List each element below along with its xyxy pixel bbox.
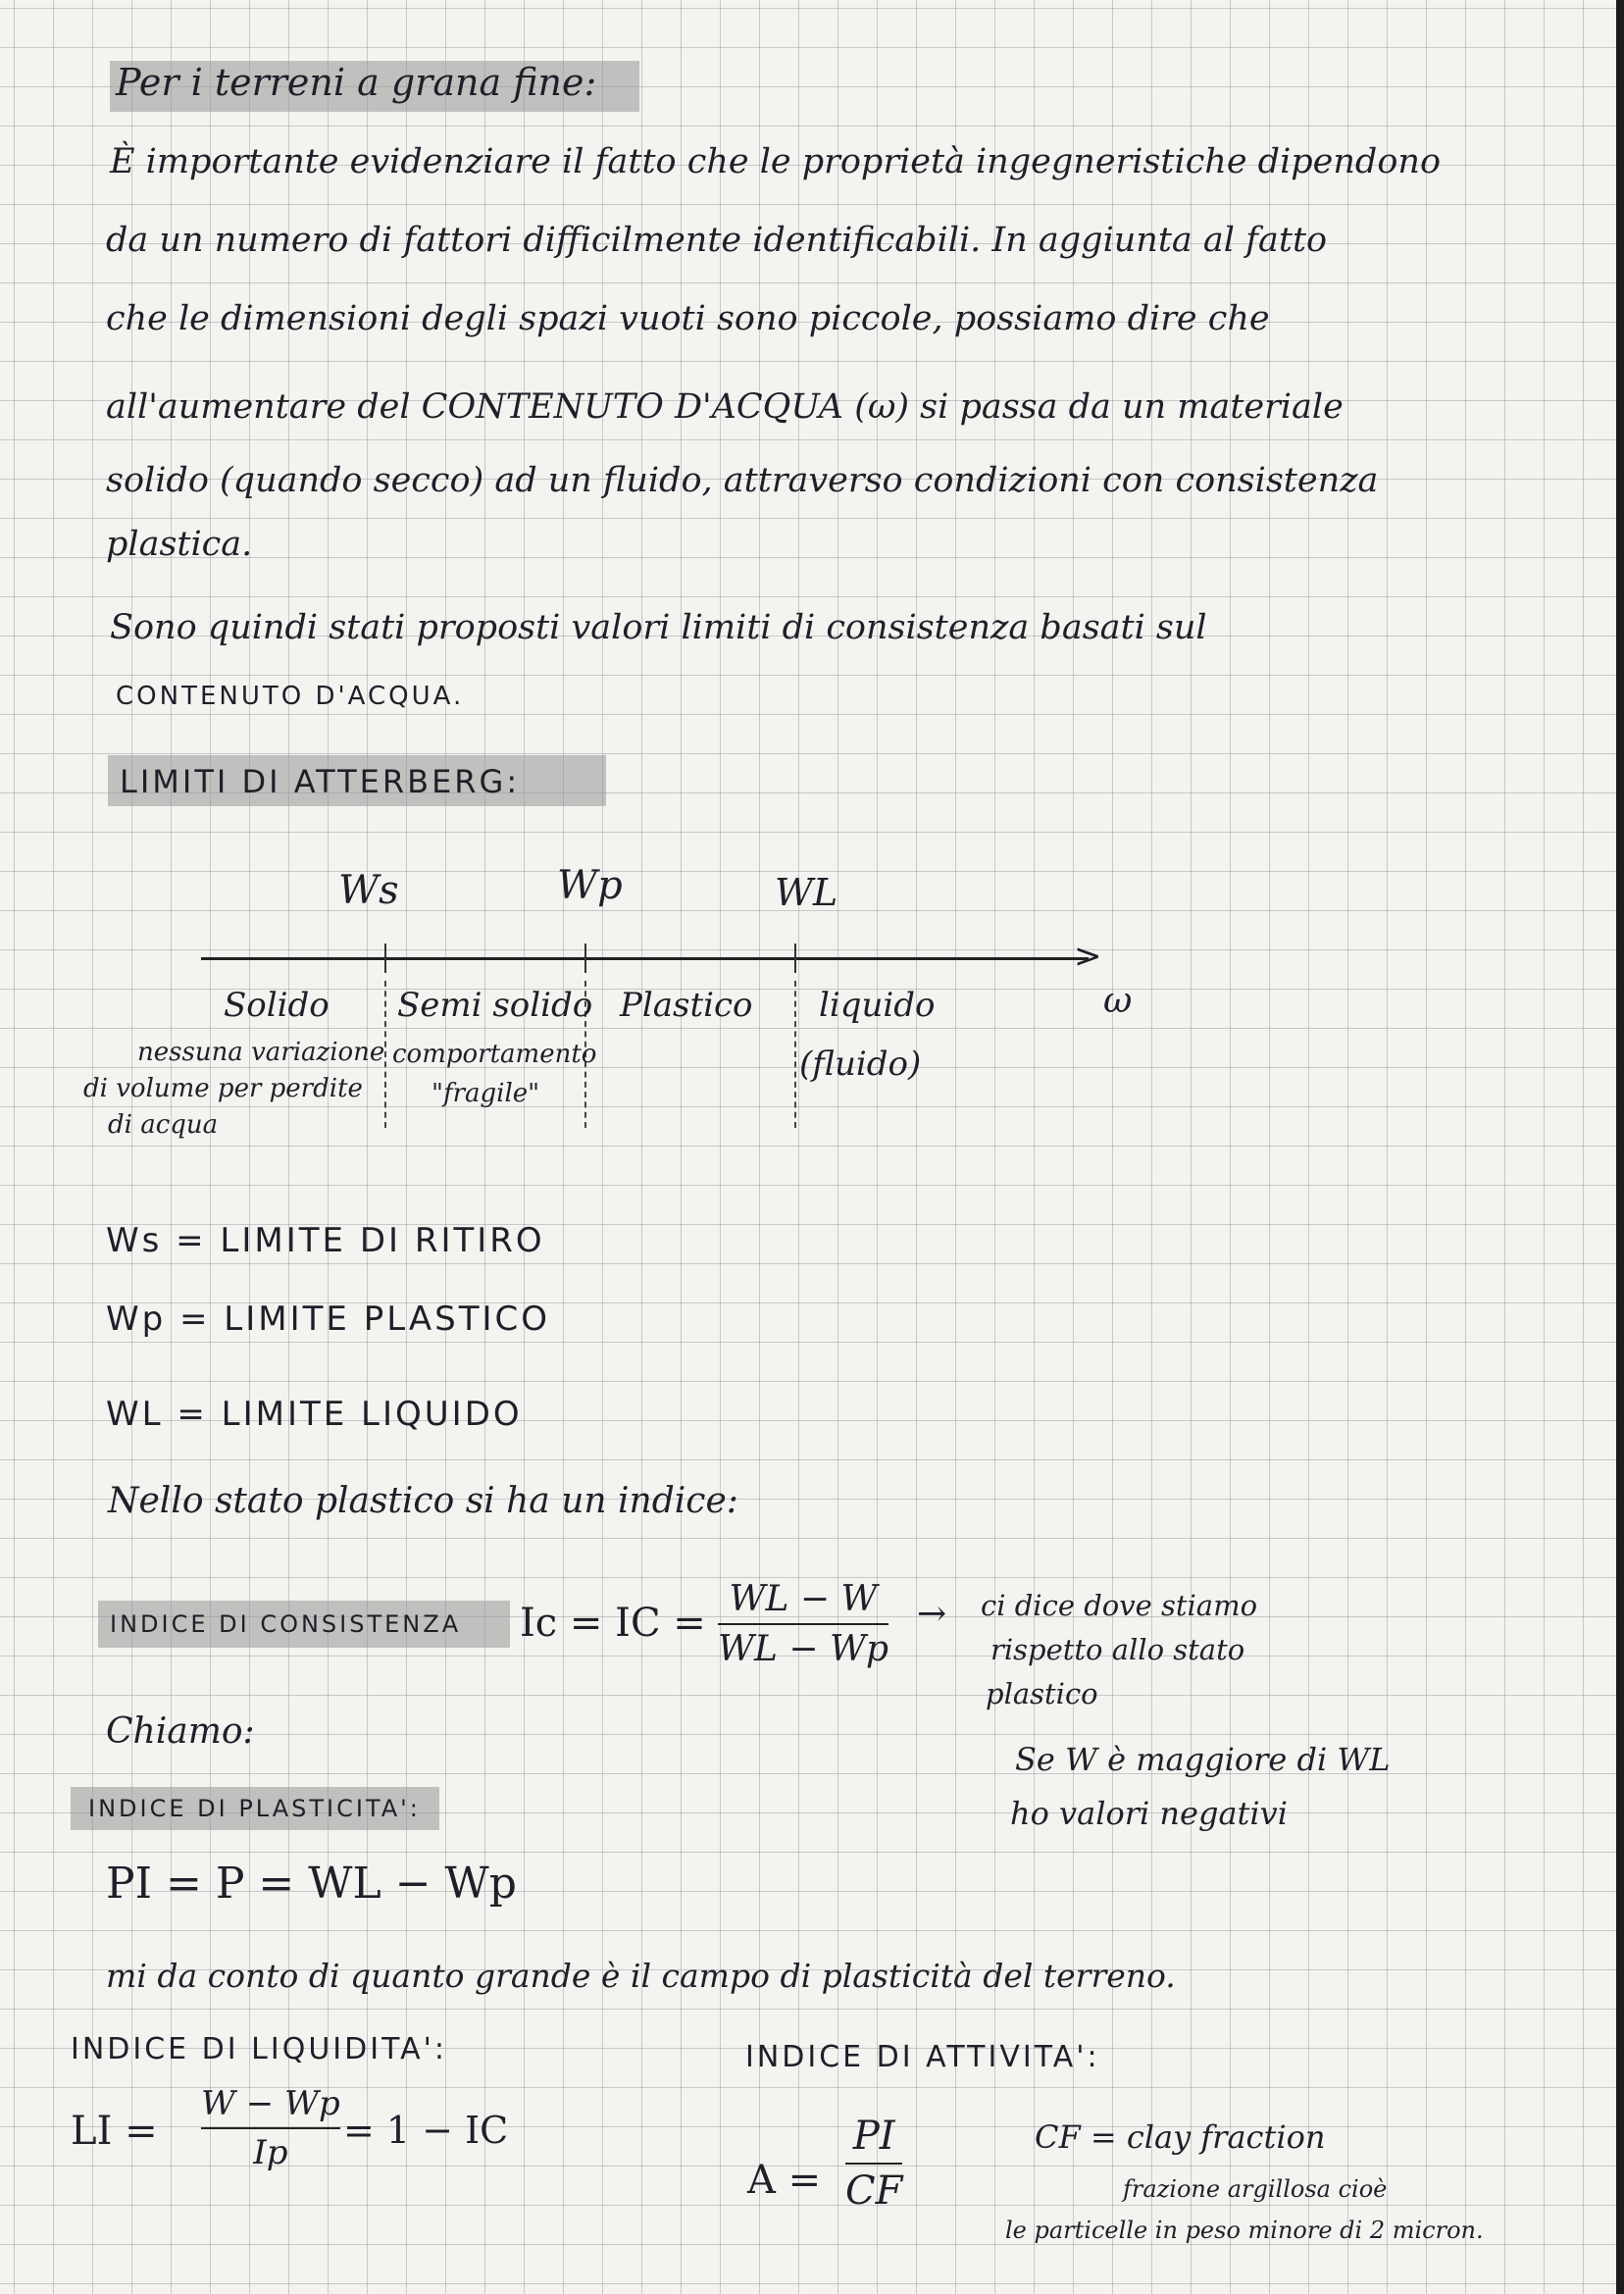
- page-edge: [1616, 0, 1624, 2294]
- semisolid-note-line: "fragile": [431, 1079, 540, 1108]
- axis-arrow-head: >: [1074, 937, 1102, 976]
- fraction-bar: [718, 1623, 888, 1625]
- liquidity-numerator: W − Wp: [201, 2084, 340, 2123]
- intro-line: all'aumentare del CONTENUTO D'ACQUA (ω) si passa da un materiale: [106, 387, 1344, 427]
- consistency-note2-line: Se W è maggiore di WL: [1015, 1741, 1391, 1778]
- activity-note-line: le particelle in peso minore di 2 micron.: [1005, 2217, 1484, 2244]
- water-content-axis: [201, 957, 1089, 960]
- state-semisolido: Semi solido: [397, 986, 593, 1025]
- intro-line: da un numero di fattori difficilmente identificabili. In aggiunta al fatto: [106, 221, 1328, 260]
- state-solido: Solido: [224, 986, 330, 1025]
- fraction-bar: [201, 2127, 340, 2129]
- limit-wp: Wp: [557, 863, 623, 908]
- limit-wl: WL: [775, 871, 838, 914]
- consistency-note-line: plastico: [986, 1677, 1098, 1710]
- consistency-lhs: Ic = IC =: [520, 1601, 706, 1646]
- consistency-note2-line: ho valori negativi: [1010, 1795, 1288, 1832]
- liquidity-fraction: [201, 2084, 340, 2172]
- semisolid-note-line: comportamento: [392, 1040, 597, 1069]
- solid-note-line: di acqua: [108, 1110, 219, 1140]
- state-plastico: Plastico: [620, 986, 753, 1025]
- intro-line: Sono quindi stati proposti valori limiti di consistenza basati sul: [110, 608, 1207, 647]
- activity-note-line: CF = clay fraction: [1035, 2118, 1326, 2156]
- liquidity-rhs: = 1 − IC: [343, 2109, 509, 2152]
- intro-line: plastica.: [106, 525, 253, 564]
- heading-fine: Per i terreni a grana fine:: [116, 61, 597, 104]
- divider-wl: [794, 981, 796, 1128]
- solid-note-line: di volume per perdite: [83, 1074, 363, 1103]
- plasticity-description: mi da conto di quanto grande è il campo di plasticità del terreno.: [106, 1957, 1176, 1995]
- consistency-note-line: ci dice dove stiamo: [981, 1589, 1258, 1622]
- activity-note-line: frazione argillosa cioè: [1123, 2175, 1388, 2203]
- intro-line: È importante evidenziare il fatto che le proprietà ingegneristiche dipendono: [110, 142, 1442, 181]
- intro-line: CONTENUTO D'ACQUA.: [116, 682, 465, 711]
- intro-line: solido (quando secco) ad un fluido, attraverso condizioni con consistenza: [106, 461, 1379, 500]
- plastic-state-intro: Nello stato plastico si ha un indice:: [108, 1481, 738, 1521]
- state-liquido: liquido: [819, 986, 936, 1025]
- consistency-note-line: rispetto allo stato: [990, 1633, 1245, 1666]
- limit-ws: Ws: [338, 868, 399, 913]
- activity-numerator: PI: [852, 2114, 895, 2159]
- activity-lhs: A =: [747, 2158, 822, 2203]
- tick-wl: [794, 943, 796, 973]
- plasticity-formula: PI = P = WL − Wp: [106, 1859, 517, 1909]
- consistency-label: INDICE DI CONSISTENZA: [110, 1610, 462, 1638]
- activity-fraction: [845, 2114, 902, 2214]
- consistency-fraction: [718, 1579, 888, 1669]
- axis-label-omega: ω: [1103, 981, 1133, 1021]
- state-liquido-note: (fluido): [799, 1045, 922, 1084]
- liquidity-label: INDICE DI LIQUIDITA':: [71, 2032, 447, 2066]
- definition-wp: Wp = LIMITE PLASTICO: [106, 1300, 551, 1339]
- tick-ws: [384, 943, 386, 973]
- consistency-numerator: WL − W: [729, 1579, 878, 1619]
- definition-ws: Ws = LIMITE DI RITIRO: [106, 1221, 545, 1260]
- definition-wl: WL = LIMITE LIQUIDO: [106, 1395, 523, 1434]
- consistency-denominator: WL − Wp: [718, 1629, 889, 1669]
- liquidity-denominator: Ip: [253, 2133, 288, 2172]
- plasticity-label: INDICE DI PLASTICITA':: [88, 1795, 421, 1822]
- arrow-icon: →: [917, 1594, 947, 1634]
- fraction-bar: [845, 2163, 902, 2165]
- intro-line: che le dimensioni degli spazi vuoti sono piccole, possiamo dire che: [106, 299, 1270, 338]
- chiamo-label: Chiamo:: [106, 1711, 255, 1752]
- tick-wp: [584, 943, 586, 973]
- heading-atterberg: LIMITI DI ATTERBERG:: [120, 763, 521, 800]
- liquidity-lhs: LI =: [71, 2109, 158, 2154]
- activity-denominator: CF: [845, 2168, 903, 2214]
- solid-note-line: nessuna variazione: [137, 1038, 385, 1067]
- activity-label: INDICE DI ATTIVITA':: [745, 2040, 1100, 2074]
